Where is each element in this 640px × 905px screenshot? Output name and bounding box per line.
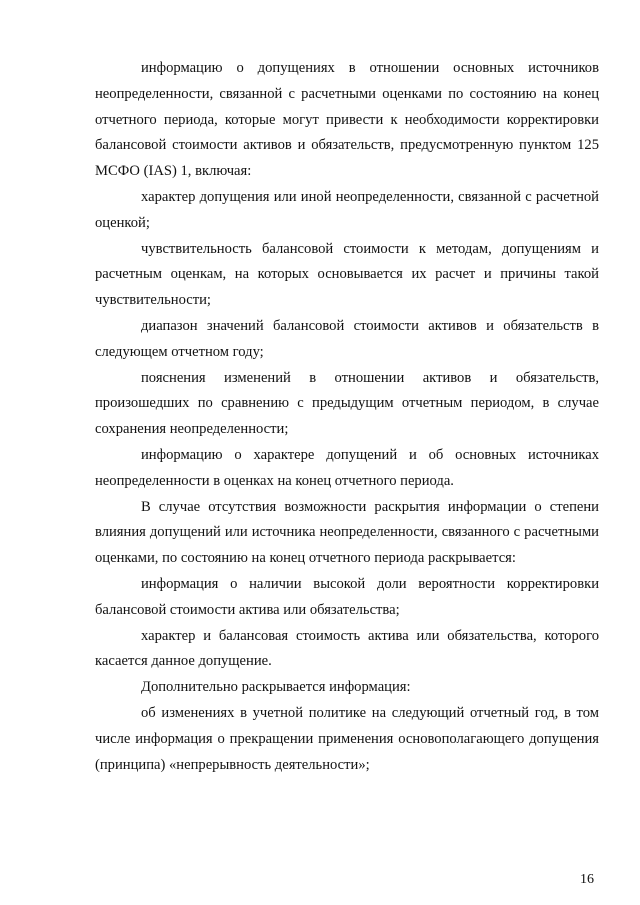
paragraph-nature-and-value: характер и балансовая стоимость актива или обязательства, которого касается данное допущение. [95,627,599,670]
paragraph-high-probability: информация о наличии высокой доли вероятности корректировки балансовой стоимости актива или обязательства; [95,575,599,618]
paragraph-assumptions-info: информацию о допущениях в отношении основных источников неопределенности, связанной с расчетными оценками по состоянию на конец отчетного периода, которые могут привести к необходимости корректировки балансовой стоимости активов и обязательств, предусмотренную пунктом 125 МСФО (IAS) 1, включая: [95,60,599,180]
paragraph-sensitivity: чувствительность балансовой стоимости к методам, допущениям и расчетным оценкам, на которых основывается их расчет и причины такой чувствительности; [95,240,599,309]
document-body [95,56,599,778]
paragraph-no-disclosure-case: В случае отсутствия возможности раскрытия информации о степени влияния допущений или источника неопределенности, связанного с расчетными оценками, по состоянию на конец отчетного периода раскрывается: [95,498,599,567]
page-number: 16 [580,872,594,887]
paragraph-uncertainty-sources: информацию о характере допущений и об основных источниках неопределенности в оценках на конец отчетного периода. [95,446,599,489]
paragraph-additional-disclosure: Дополнительно раскрывается информация: [141,679,411,696]
paragraph-value-range: диапазон значений балансовой стоимости активов и обязательств в следующем отчетном году; [95,317,599,360]
paragraph-nature-of-assumption: характер допущения или иной неопределенности, связанной с расчетной оценкой; [95,188,599,231]
paragraph-policy-changes: об изменениях в учетной политике на следующий отчетный год, в том числе информация о прекращении применения основополагающего допущения (принципа) «непрерывность деятельности»; [95,704,599,773]
paragraph-explanation-of-changes: пояснения изменений в отношении активов и обязательств, произошедших по сравнению с предыдущим отчетным периодом, в случае сохранения неопределенности; [95,369,599,438]
